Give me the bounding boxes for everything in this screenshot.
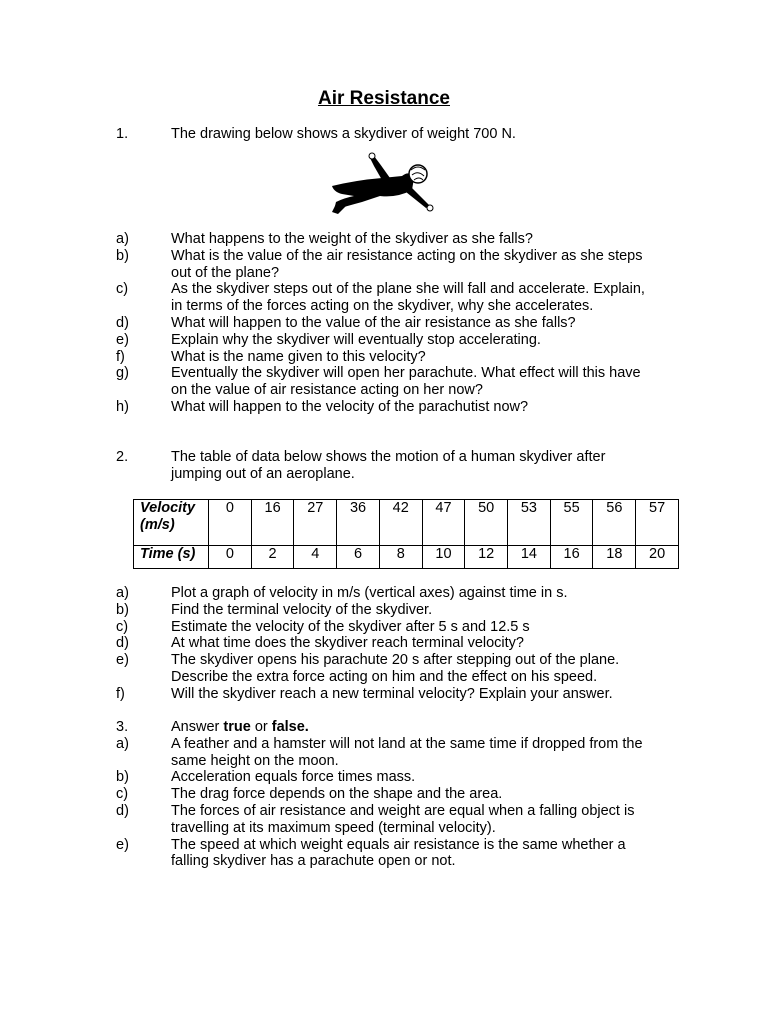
question-number: 3. (116, 719, 129, 735)
question-2-parts (0, 585, 768, 703)
intro-prefix: Answer (171, 719, 224, 735)
table-cell: 8 (379, 545, 422, 568)
part-text: Estimate the velocity of the skydiver after 5 s and 12.5 s (171, 618, 530, 635)
question-part (0, 686, 768, 703)
part-label: d) (116, 635, 129, 652)
part-label: b) (116, 601, 129, 618)
question-part (0, 736, 768, 770)
table-cell: 18 (593, 545, 636, 568)
velocity-header: Velocity (m/s) (134, 500, 209, 546)
question-1 (0, 126, 768, 143)
intro-or: or (250, 719, 272, 735)
table-cell: 0 (209, 545, 252, 568)
table-cell: 16 (251, 500, 294, 546)
question-part (0, 585, 768, 602)
table-cell: 14 (508, 545, 551, 568)
part-text: The drag force depends on the shape and the area. (171, 786, 503, 803)
question-part (0, 635, 768, 652)
part-label: f) (116, 685, 125, 702)
table-cell: 2 (251, 545, 294, 568)
part-label: e) (116, 652, 129, 669)
part-text: Find the terminal velocity of the skydiver. (171, 601, 433, 618)
part-text: Explain why the skydiver will eventually stop accelerating. (171, 331, 541, 348)
question-part (0, 803, 768, 837)
table-cell: 42 (379, 500, 422, 546)
part-label: c) (116, 618, 129, 635)
part-text: What will happen to the value of the air resistance as she falls? (171, 314, 576, 331)
table-cell: 6 (337, 545, 380, 568)
table-cell: 47 (422, 500, 465, 546)
time-header: Time (s) (134, 545, 209, 568)
time-row (134, 545, 679, 568)
table-cell: 12 (465, 545, 508, 568)
question-1-parts (0, 231, 768, 416)
part-text: What happens to the weight of the skydiver as she falls? (171, 231, 533, 247)
table-cell: 0 (209, 500, 252, 546)
table-cell: 55 (550, 500, 593, 546)
intro-true: true (223, 719, 251, 735)
question-text: The drawing below shows a skydiver of weight 700 N. (171, 126, 516, 142)
part-text: The speed at which weight equals air resistance is the same whether a falling skydiver has a parachute open or not. (171, 836, 626, 870)
part-label: d) (116, 802, 129, 819)
table-cell: 50 (465, 500, 508, 546)
question-part (0, 248, 768, 282)
question-part (0, 399, 768, 416)
question-part (0, 837, 768, 871)
question-part (0, 602, 768, 619)
question-3 (0, 719, 768, 870)
question-part (0, 281, 768, 315)
part-text: What is the name given to this velocity? (171, 348, 426, 365)
velocity-time-table (133, 499, 679, 569)
part-label: c) (116, 281, 129, 298)
question-part (0, 349, 768, 366)
part-text: The skydiver opens his parachute 20 s after stepping out of the plane. Describe the extra force acting on him and the effect on his speed. (171, 652, 620, 685)
table-cell: 27 (294, 500, 337, 546)
part-label: b) (116, 247, 129, 264)
question-1-stem (0, 126, 768, 143)
table-cell: 53 (508, 500, 551, 546)
page-title: Air Resistance (317, 88, 450, 109)
question-2-stem (0, 449, 768, 483)
question-part (0, 769, 768, 786)
question-2 (0, 449, 768, 483)
part-text: As the skydiver steps out of the plane she will fall and accelerate. Explain, in terms of the forces acting on the skydiver, why she accelerates. (171, 281, 645, 315)
part-label: f) (116, 348, 125, 365)
part-text: Plot a graph of velocity in m/s (vertical axes) against time in s. (171, 585, 568, 601)
question-part (0, 365, 768, 399)
part-label: e) (116, 331, 129, 348)
question-part (0, 332, 768, 349)
part-text: Eventually the skydiver will open her parachute. What effect will this have on the value of air resistance acting on her now? (171, 365, 641, 399)
part-text: A feather and a hamster will not land at the same time if dropped from the same height on the moon. (171, 735, 643, 769)
question-number: 2. (116, 449, 129, 465)
table-cell: 36 (337, 500, 380, 546)
question-number: 1. (116, 126, 129, 142)
question-3-stem (0, 719, 768, 736)
question-part (0, 231, 768, 248)
part-label: b) (116, 769, 129, 786)
question-part (0, 619, 768, 636)
part-text: Will the skydiver reach a new terminal velocity? Explain your answer. (171, 685, 613, 702)
table-cell: 16 (550, 545, 593, 568)
part-text: What is the value of the air resistance acting on the skydiver as she steps out of the plane? (171, 247, 643, 281)
part-text: At what time does the skydiver reach terminal velocity? (171, 635, 524, 652)
part-label: c) (116, 786, 129, 803)
part-text: What will happen to the velocity of the parachutist now? (171, 398, 529, 415)
part-label: d) (116, 314, 129, 331)
part-label: g) (116, 365, 129, 382)
table-cell: 57 (636, 500, 679, 546)
intro-false: false. (271, 719, 309, 735)
part-label: a) (116, 735, 129, 752)
table-cell: 56 (593, 500, 636, 546)
question-text: The table of data below shows the motion of a human skydiver after jumping out of an aeroplane. (171, 449, 606, 482)
question-part (0, 786, 768, 803)
part-label: e) (116, 836, 129, 853)
part-label: a) (116, 231, 129, 247)
question-text (171, 719, 651, 736)
table-cell: 20 (636, 545, 679, 568)
velocity-row (134, 500, 679, 546)
part-text: Acceleration equals force times mass. (171, 769, 416, 786)
skydiver-illustration (302, 150, 444, 222)
table-cell: 10 (422, 545, 465, 568)
question-part (0, 652, 768, 686)
part-label: h) (116, 398, 129, 415)
question-part (0, 315, 768, 332)
part-text: The forces of air resistance and weight are equal when a falling object is travelling at its maximum speed (terminal velocity). (171, 802, 635, 836)
table-cell: 4 (294, 545, 337, 568)
part-label: a) (116, 585, 129, 601)
